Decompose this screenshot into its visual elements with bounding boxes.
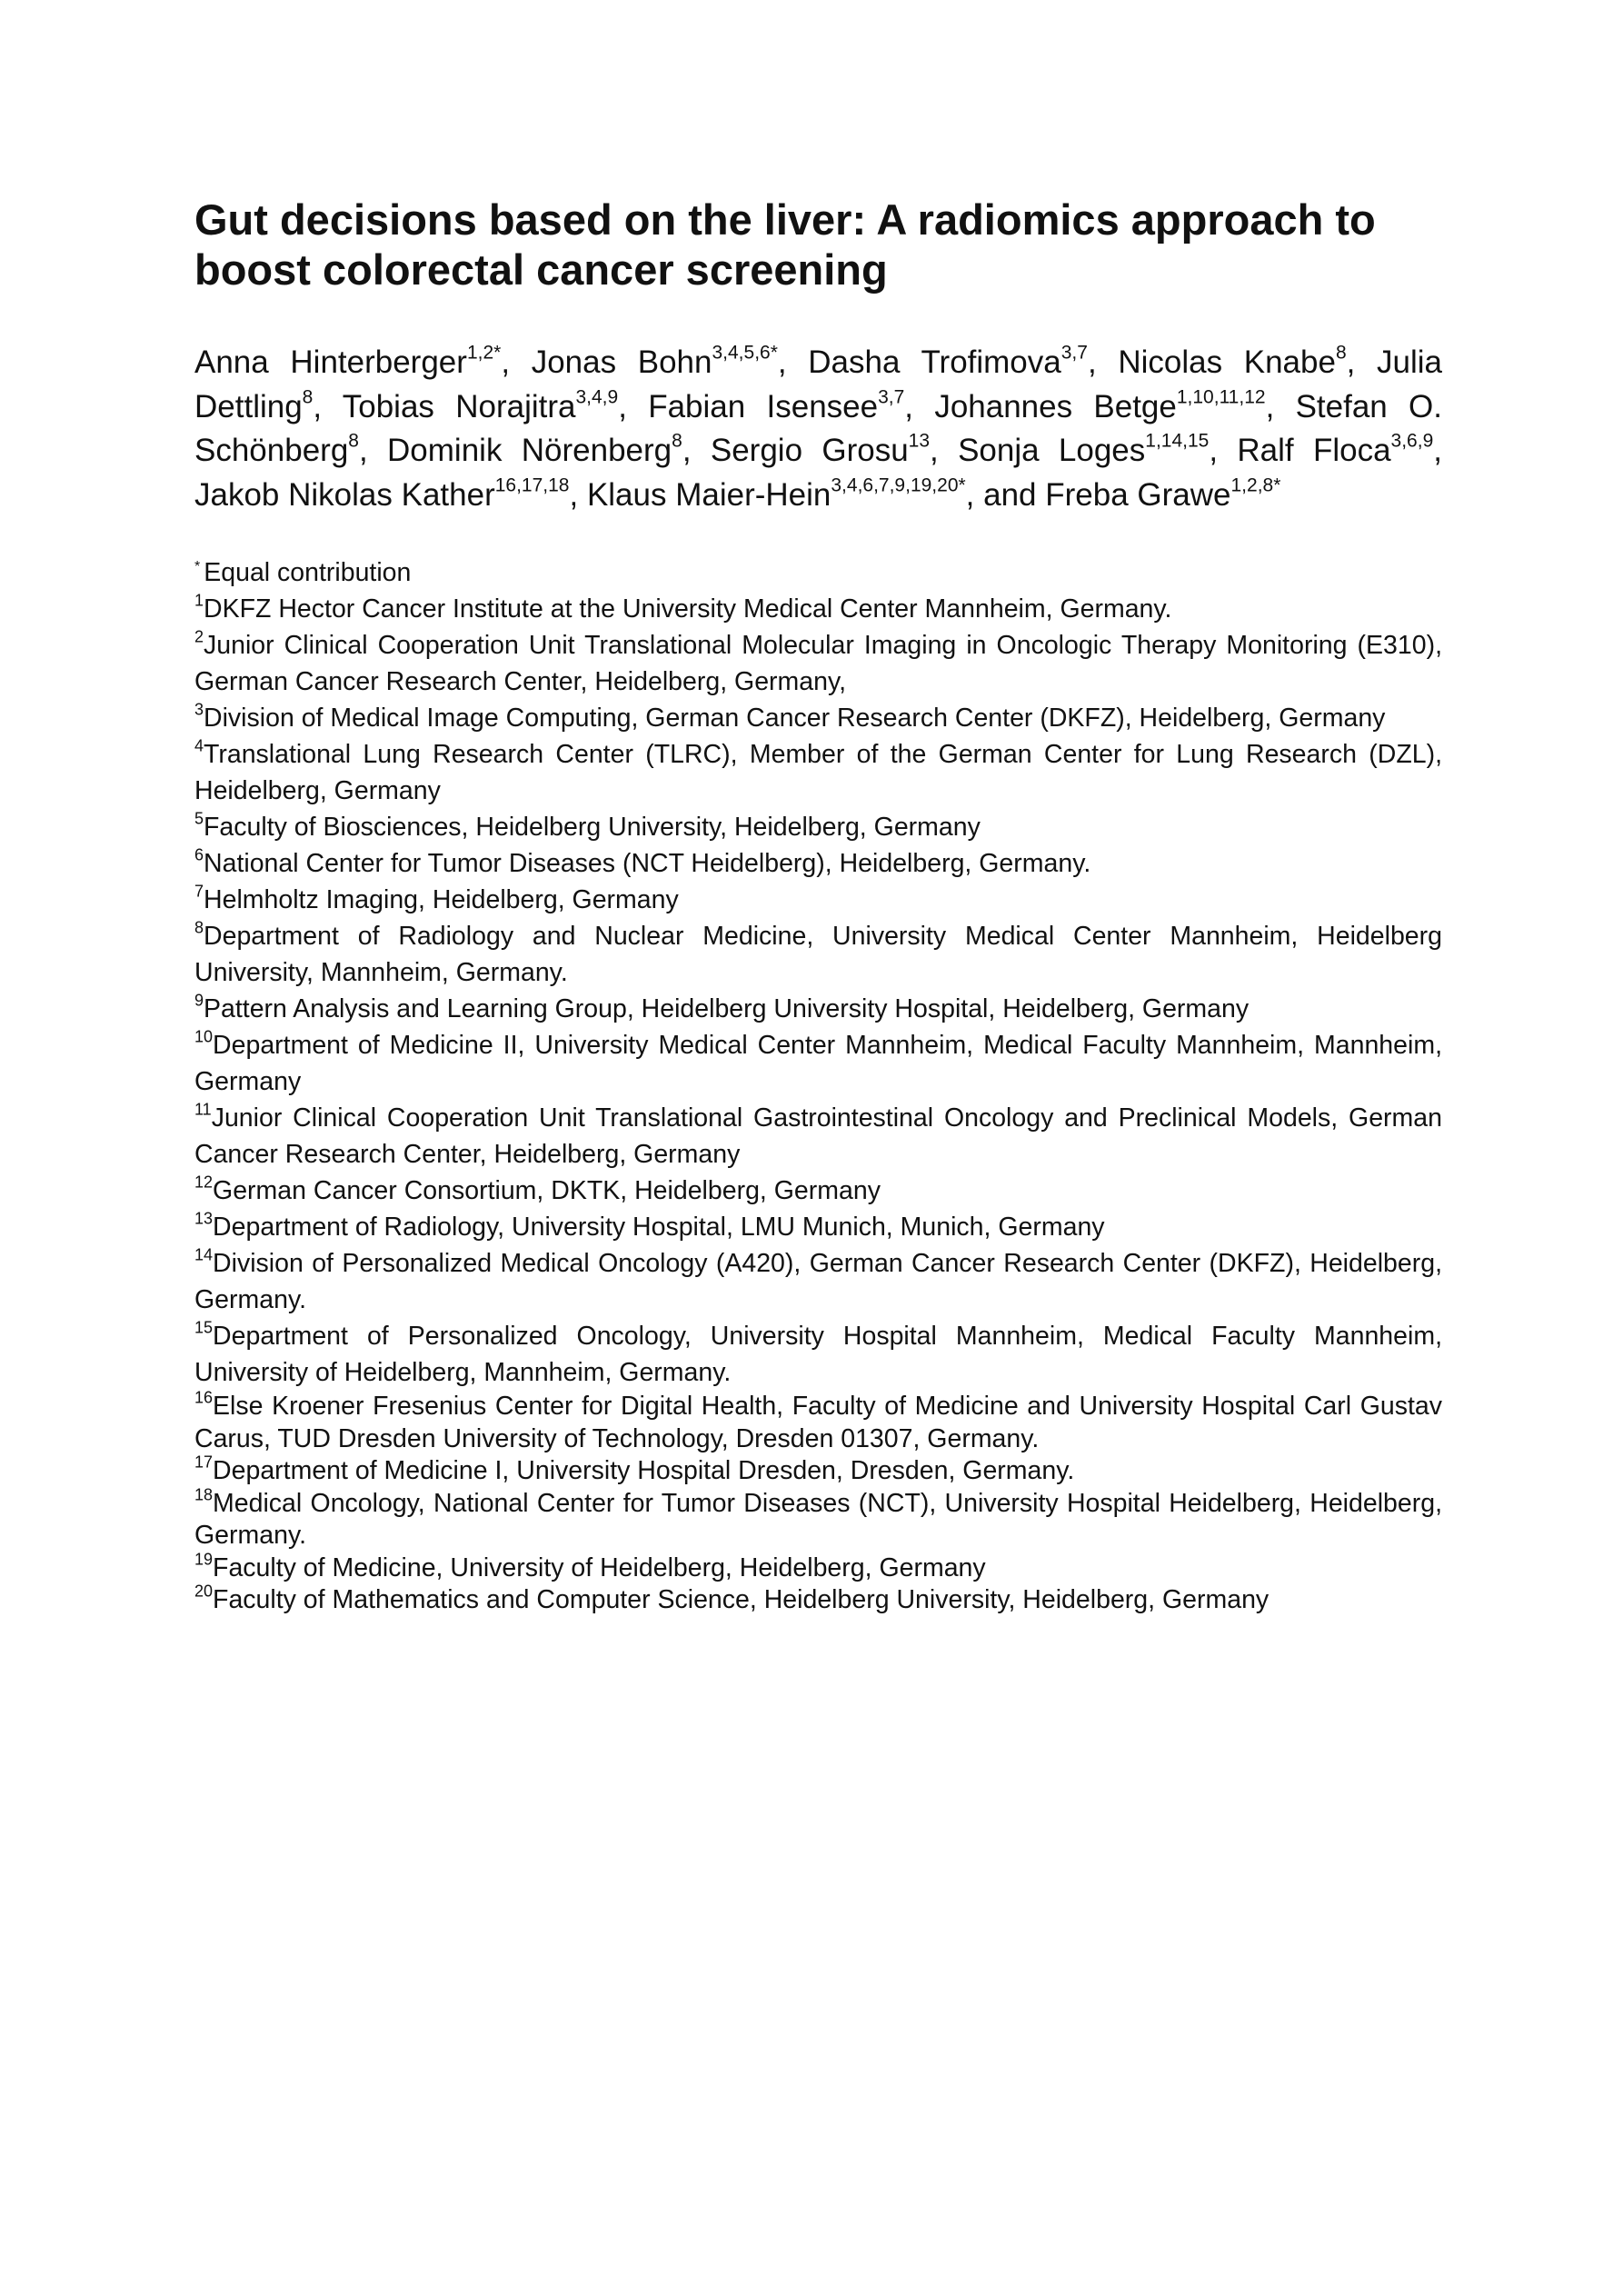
author-affiliation-numbers: 3,7 — [1060, 342, 1088, 364]
author-separator: , — [930, 433, 959, 469]
author-separator: , — [501, 344, 532, 380]
affiliation-text: Medical Oncology, National Center for Tumor Diseases (NCT), University Hospital Heidelberg, Heidelberg, Germany. — [194, 1488, 1442, 1550]
author-affiliation-numbers: 8 — [302, 385, 314, 407]
affiliation-item — [194, 736, 1442, 809]
author-affiliation-numbers: 3,4,5,6* — [712, 342, 778, 364]
affiliation-number: 5 — [194, 809, 204, 828]
author-separator: , — [1433, 433, 1442, 469]
affiliation-item — [194, 1173, 1442, 1209]
affiliation-number: 18 — [194, 1484, 214, 1503]
affiliation-number: 16 — [194, 1388, 214, 1407]
author-separator: , — [618, 388, 649, 424]
author-separator: , — [1265, 388, 1296, 424]
affiliation-text: Junior Clinical Cooperation Unit Translational Molecular Imaging in Oncologic Therapy Monitoring (E310), German Cancer Research Center, Heidelberg, Germany, — [194, 631, 1442, 696]
author-name: Sergio Grosu — [710, 433, 909, 469]
author-name: Jonas Bohn — [531, 344, 712, 380]
author-name: Sonja Loges — [958, 433, 1146, 469]
author-name: Johannes Betge — [934, 388, 1177, 424]
affiliation-item — [194, 1209, 1442, 1245]
author-separator: , — [904, 388, 935, 424]
author-separator: , — [358, 433, 388, 469]
author-name: Dominik Nörenberg — [387, 433, 672, 469]
affiliation-item — [194, 1549, 1442, 1585]
footnote-mark: * — [194, 558, 201, 574]
affiliation-item — [194, 700, 1442, 736]
author-name: Freba Grawe — [1045, 477, 1231, 514]
affiliation-list — [194, 554, 1442, 1617]
author-name: Julia Dettling — [194, 344, 1442, 424]
affiliation-number: 4 — [194, 736, 204, 755]
affiliation-item — [194, 1100, 1442, 1173]
affiliation-text: Division of Medical Image Computing, German Cancer Research Center (DKFZ), Heidelberg, Germany — [204, 704, 1386, 733]
author-affiliation-numbers: 13 — [908, 430, 931, 452]
affiliation-number: 11 — [194, 1100, 212, 1119]
affiliation-number: 10 — [194, 1027, 214, 1046]
affiliation-item — [194, 1388, 1442, 1455]
author-name: Fabian Isensee — [648, 388, 879, 424]
author-affiliation-numbers: 3,6,9 — [1390, 430, 1434, 452]
author-name: Ralf Floca — [1237, 433, 1391, 469]
author-affiliation-numbers: 8 — [672, 430, 682, 452]
equal-contribution-note — [194, 554, 1442, 591]
author-affiliation-numbers: 1,2,8* — [1230, 474, 1281, 496]
affiliation-item — [194, 1452, 1442, 1488]
affiliation-number: 12 — [194, 1173, 214, 1192]
author-name: Dasha Trofimova — [808, 344, 1061, 380]
affiliation-item — [194, 627, 1442, 700]
affiliation-text: Department of Radiology, University Hospital, LMU Munich, Munich, Germany — [213, 1213, 1105, 1242]
author-name: Stefan O. Schönberg — [194, 388, 1442, 469]
affiliation-text: Junior Clinical Cooperation Unit Translational Gastrointestinal Oncology and Preclinical Models, German Cancer Research Center, Heidelberg, Germany — [194, 1103, 1442, 1169]
author — [1237, 430, 1442, 469]
affiliation-text: Department of Medicine II, University Medical Center Mannheim, Medical Faculty Mannheim, Mannheim, Germany — [194, 1031, 1442, 1096]
affiliation-text: Department of Medicine I, University Hospital Dresden, Dresden, Germany. — [213, 1456, 1075, 1485]
affiliation-text: Department of Personalized Oncology, University Hospital Mannheim, Medical Faculty Mannheim, University of Heidelberg, Mannheim, Germany. — [194, 1322, 1442, 1387]
affiliation-text: Faculty of Mathematics and Computer Science, Heidelberg University, Heidelberg, Germany — [213, 1585, 1270, 1614]
author-affiliation-numbers: 3,4,9 — [575, 385, 619, 407]
affiliation-text: DKFZ Hector Cancer Institute at the University Medical Center Mannheim, Germany. — [204, 594, 1172, 624]
author-separator: , — [682, 433, 711, 469]
author — [1045, 474, 1281, 514]
affiliation-text: Faculty of Medicine, University of Heidelberg, Heidelberg, Germany — [213, 1552, 986, 1582]
affiliation-number: 2 — [194, 627, 204, 646]
author — [710, 430, 959, 469]
affiliation-item — [194, 1245, 1442, 1318]
author-separator: , and — [965, 477, 1046, 514]
author-separator: , — [777, 344, 809, 380]
author — [1118, 344, 1377, 380]
author-name: Tobias Norajitra — [342, 388, 576, 424]
author — [934, 385, 1296, 424]
affiliation-text: German Cancer Consortium, DKTK, Heidelberg, Germany — [213, 1176, 881, 1205]
author — [342, 385, 649, 424]
affiliation-number: 6 — [194, 845, 204, 864]
author — [808, 344, 1118, 380]
equal-contribution-text: Equal contribution — [204, 558, 412, 587]
affiliation-number: 1 — [194, 591, 204, 610]
paper-title: Gut decisions based on the liver: A radiomics approach to boost colorectal cancer screening — [194, 195, 1376, 294]
affiliation-number: 19 — [194, 1549, 214, 1568]
affiliation-number: 13 — [194, 1209, 214, 1228]
author — [194, 344, 532, 380]
author-affiliation-numbers: 8 — [1335, 342, 1347, 364]
author-affiliation-numbers: 16,17,18 — [494, 474, 570, 496]
author — [648, 385, 935, 424]
affiliation-text: Faculty of Biosciences, Heidelberg University, Heidelberg, Germany — [204, 813, 981, 842]
author-separator: , — [313, 388, 343, 424]
affiliation-item — [194, 1584, 1442, 1617]
author — [532, 344, 809, 380]
author-name: Klaus Maier-Hein — [586, 477, 831, 514]
affiliation-number: 3 — [194, 700, 204, 719]
author-list — [194, 341, 1442, 518]
affiliation-number: 14 — [194, 1245, 214, 1264]
author-affiliation-numbers: 1,14,15 — [1145, 430, 1210, 452]
author-name: Anna Hinterberger — [194, 344, 467, 380]
affiliation-text: National Center for Tumor Diseases (NCT Heidelberg), Heidelberg, Germany. — [204, 849, 1091, 878]
author-affiliation-numbers: 1,10,11,12 — [1176, 385, 1266, 407]
affiliation-text: Helmholtz Imaging, Heidelberg, Germany — [204, 885, 679, 914]
author-separator: , — [1209, 433, 1238, 469]
author — [194, 474, 587, 514]
author-affiliation-numbers: 3,7 — [878, 385, 905, 407]
author-separator: , — [569, 477, 587, 514]
affiliation-item — [194, 809, 1442, 845]
author-separator: , — [1346, 344, 1378, 380]
affiliation-item — [194, 845, 1442, 882]
affiliation-text: Translational Lung Research Center (TLRC), Member of the German Center for Lung Research (DZL), Heidelberg, Germany — [194, 740, 1442, 805]
affiliation-item — [194, 1318, 1442, 1391]
affiliation-text: Pattern Analysis and Learning Group, Heidelberg University Hospital, Heidelberg, Germany — [204, 994, 1250, 1023]
affiliation-item — [194, 1484, 1442, 1552]
author-name: Jakob Nikolas Kather — [194, 477, 495, 514]
affiliation-item — [194, 882, 1442, 918]
affiliation-number: 9 — [194, 991, 204, 1010]
affiliation-item — [194, 918, 1442, 991]
affiliation-text: Department of Radiology and Nuclear Medicine, University Medical Center Mannheim, Heidelberg University, Mannheim, Germany. — [194, 922, 1442, 987]
author — [387, 430, 711, 469]
author — [958, 430, 1238, 469]
affiliation-item — [194, 591, 1442, 627]
affiliation-number: 17 — [194, 1452, 214, 1472]
affiliation-text: Else Kroener Fresenius Center for Digital Health, Faculty of Medicine and University Hospital Carl Gustav Carus, TUD Dresden University of Technology, Dresden 01307, Germany. — [194, 1392, 1442, 1453]
affiliation-item — [194, 1027, 1442, 1100]
author — [586, 474, 1046, 514]
affiliation-number: 20 — [194, 1582, 214, 1601]
affiliation-number: 8 — [194, 918, 204, 937]
author-name: Nicolas Knabe — [1118, 344, 1336, 380]
affiliation-number: 15 — [194, 1318, 214, 1337]
author-separator: , — [1087, 344, 1119, 380]
author-affiliation-numbers: 8 — [348, 430, 359, 452]
affiliation-text: Division of Personalized Medical Oncology (A420), German Cancer Research Center (DKFZ), Heidelberg, Germany. — [194, 1249, 1442, 1314]
affiliation-number: 7 — [194, 882, 204, 901]
author-affiliation-numbers: 1,2* — [466, 342, 502, 364]
affiliation-item — [194, 991, 1442, 1027]
author-affiliation-numbers: 3,4,6,7,9,19,20* — [831, 474, 966, 496]
